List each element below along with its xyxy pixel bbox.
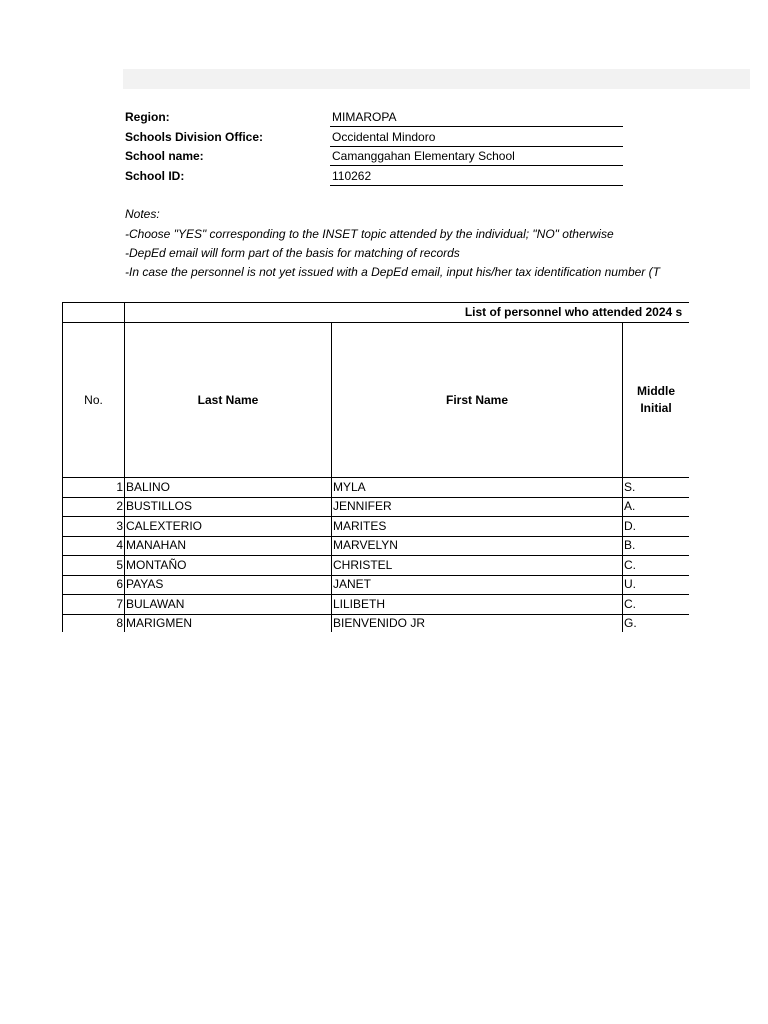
cell-first-name[interactable]: MARITES (332, 517, 623, 537)
table-row (63, 595, 690, 615)
cell-middle-initial[interactable]: C. (623, 556, 690, 576)
cell-middle-initial[interactable]: B. (623, 536, 690, 556)
cell-middle-initial[interactable]: A. (623, 497, 690, 517)
cell-first-name[interactable]: LILIBETH (332, 595, 623, 615)
cell-middle-initial[interactable]: U. (623, 575, 690, 595)
table-banner (125, 303, 690, 323)
table-banner-row (63, 303, 690, 323)
cell-first-name[interactable]: BIENVENIDO JR (332, 614, 623, 632)
cell-no[interactable]: 8 (63, 614, 125, 632)
table-row (63, 575, 690, 595)
personnel-table (62, 302, 689, 632)
banner-blank-cell (63, 303, 125, 323)
col-header-middle-initial-line2: Initial (640, 401, 672, 415)
cell-last-name[interactable]: PAYAS (125, 575, 332, 595)
cell-last-name[interactable]: BALINO (125, 478, 332, 498)
school-name-label: School name: (125, 149, 204, 163)
table-row (63, 536, 690, 556)
table-row (63, 497, 690, 517)
school-id-label: School ID: (125, 169, 185, 183)
table-row (63, 478, 690, 498)
cell-no[interactable]: 4 (63, 536, 125, 556)
cell-first-name[interactable]: MYLA (332, 478, 623, 498)
cell-middle-initial[interactable]: S. (623, 478, 690, 498)
cell-no[interactable]: 7 (63, 595, 125, 615)
table-row (63, 517, 690, 537)
cell-no[interactable]: 1 (63, 478, 125, 498)
cell-last-name[interactable]: BULAWAN (125, 595, 332, 615)
table-header-row (63, 323, 690, 478)
note-line-1: -Choose "YES" corresponding to the INSET topic attended by the individual; "NO" otherwise (125, 227, 614, 241)
school-id-value[interactable]: 110262 (330, 167, 623, 186)
cell-first-name[interactable]: MARVELYN (332, 536, 623, 556)
cell-middle-initial[interactable]: G. (623, 614, 690, 632)
region-value[interactable]: MIMAROPA (330, 108, 623, 127)
cell-no[interactable]: 3 (63, 517, 125, 537)
notes-title: Notes: (125, 207, 160, 221)
col-header-middle-initial-line1: Middle (637, 384, 675, 398)
cell-last-name[interactable]: BUSTILLOS (125, 497, 332, 517)
cell-no[interactable]: 6 (63, 575, 125, 595)
cell-last-name[interactable]: MONTAÑO (125, 556, 332, 576)
division-value[interactable]: Occidental Mindoro (330, 128, 623, 147)
cell-middle-initial[interactable]: D. (623, 517, 690, 537)
school-name-value[interactable]: Camanggahan Elementary School (330, 147, 623, 166)
cell-first-name[interactable]: CHRISTEL (332, 556, 623, 576)
cell-last-name[interactable]: MANAHAN (125, 536, 332, 556)
note-line-3: -In case the personnel is not yet issued with a DepEd email, input his/her tax identification number (T (125, 265, 660, 279)
region-label: Region: (125, 110, 170, 124)
col-header-no: No. (63, 323, 125, 478)
cell-no[interactable]: 2 (63, 497, 125, 517)
col-header-middle-initial (623, 323, 690, 478)
cell-middle-initial[interactable]: C. (623, 595, 690, 615)
cell-first-name[interactable]: JENNIFER (332, 497, 623, 517)
col-header-last-name: Last Name (125, 323, 332, 478)
cell-last-name[interactable]: CALEXTERIO (125, 517, 332, 537)
note-line-2: -DepEd email will form part of the basis for matching of records (125, 246, 460, 260)
table-row (63, 614, 690, 632)
table-row (63, 556, 690, 576)
division-label: Schools Division Office: (125, 130, 264, 144)
col-header-first-name: First Name (332, 323, 623, 478)
cell-first-name[interactable]: JANET (332, 575, 623, 595)
cell-last-name[interactable]: MARIGMEN (125, 614, 332, 632)
cell-no[interactable]: 5 (63, 556, 125, 576)
table-banner-text: List of personnel who attended 2024 s (464, 305, 683, 319)
